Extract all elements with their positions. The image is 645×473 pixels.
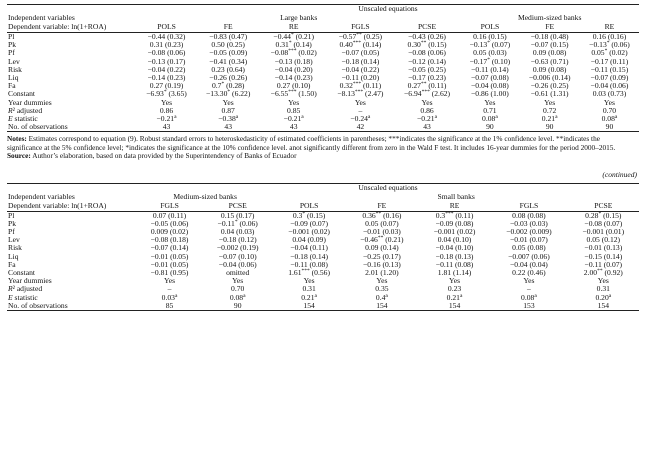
source-text: Author’s elaboration, based on data provided by the Superintendency of Banks of Ecuador <box>30 151 297 161</box>
notes-paragraph <box>7 135 635 152</box>
table-cell: 0.08$^a$ <box>601 114 618 124</box>
table-cell: −0.43 (0.26) <box>408 32 446 41</box>
table1-stub-head-1: Independent variables <box>8 13 75 23</box>
table1-col-header: POLS <box>460 23 519 33</box>
table-cell: −0.01 (0.07) <box>510 235 548 245</box>
table-cell: −0.18 (0.13) <box>435 251 474 261</box>
row-label: Pk <box>8 40 17 50</box>
table-cell: −0.57** (0.25) <box>338 32 383 41</box>
table-cell: −0.08*** (0.02) <box>270 48 317 58</box>
table-cell: −0.83 (0.47) <box>209 32 248 41</box>
table-cell: 0.32*** (0.11) <box>339 81 382 91</box>
table-cell: −0.05 (0.25) <box>408 64 446 74</box>
table-cell: −0.007 (0.06) <box>508 251 550 261</box>
table1-col-header: FE <box>196 23 260 33</box>
table-cell: 2.01 (1.20) <box>365 268 399 278</box>
table-cell: 0.36** (0.16) <box>362 210 402 220</box>
table2-stub-head-2: Dependent variable: ln(1+ROA) <box>7 202 137 212</box>
table-cell: 1.81 (1.14) <box>437 268 472 278</box>
table-cell: −0.38$^a$ <box>218 114 239 124</box>
table-cell: −0.13* (0.06) <box>589 40 630 50</box>
row-label: E statistic <box>8 114 38 124</box>
table2-col-header: POLS <box>273 202 345 212</box>
table-cell: 0.50 (0.25) <box>211 40 245 50</box>
table-cell: −0.07 (0.05) <box>341 48 380 58</box>
table2-stub-head-1: Independent variables <box>8 192 75 202</box>
table-cell: Yes <box>484 97 496 107</box>
row-label: Pf <box>8 227 15 237</box>
table-cell: −0.13* (0.07) <box>469 40 511 50</box>
table-cell: −0.09 (0.07) <box>290 218 329 228</box>
table2-group-header-row <box>7 183 639 193</box>
table-cell: 90 <box>580 123 639 132</box>
table2-subgroup-small: Small banks <box>437 192 475 202</box>
table-cell: −0.006 (0.14) <box>528 73 571 83</box>
row-label: Lev <box>8 56 20 66</box>
table-cell: −0.04 (0.22) <box>147 64 186 74</box>
table2-group-title: Unscaled equations <box>137 183 639 193</box>
table1-subgroup-medium: Medium-sized banks <box>517 13 582 23</box>
table1-col-header: RE <box>260 23 327 33</box>
table-cell: 0.31 <box>596 284 610 294</box>
table1-col-header: RE <box>580 23 639 33</box>
table-cell: 0.4$^a$ <box>375 292 388 302</box>
table1-col-header: FGLS <box>327 23 394 33</box>
table-cell: −0.07 (0.09) <box>590 73 629 83</box>
table-cell: −0.12 (0.14) <box>408 56 446 66</box>
table-cell: 43 <box>394 123 461 132</box>
table-cell: −0.61 (1.31) <box>530 89 569 99</box>
table1-col-header: FE <box>519 23 580 33</box>
table1-body <box>7 33 639 132</box>
table-cell: Yes <box>303 276 315 286</box>
table-cell: 0.09 (0.08) <box>532 64 567 74</box>
table-cell: −0.18 (0.48) <box>530 32 569 41</box>
table-cell: −8.13*** (2.47) <box>337 89 384 99</box>
table1-subgroup-large: Large banks <box>280 13 318 23</box>
table-cell: Yes <box>160 97 173 107</box>
table-cell: 0.30** (0.15) <box>407 40 447 50</box>
table-cell: 154 <box>273 302 345 311</box>
table2-col-header: PCSE <box>568 202 639 212</box>
table-cell: −6.55*** (1.50) <box>270 89 317 99</box>
row-label: Risk <box>8 64 22 74</box>
table2-col-header: FGLS <box>490 202 567 212</box>
table-cell: −0.18 (0.12) <box>218 235 257 245</box>
table-cell: −0.04 (0.22) <box>341 64 380 74</box>
table-cell: −0.14 (0.23) <box>274 73 313 83</box>
table-cell: 154 <box>419 302 490 311</box>
table-row <box>7 115 639 123</box>
table-cell: 153 <box>490 302 567 311</box>
table-cell: −0.16 (0.13) <box>362 259 401 269</box>
table-cell: 0.04 (0.03) <box>220 227 255 237</box>
table-cell: Yes <box>164 276 176 286</box>
table-cell: – <box>527 284 531 294</box>
table-cell: −0.24$^a$ <box>350 114 371 124</box>
table2-col-header: PCSE <box>202 202 273 212</box>
row-label: R² adjusted <box>8 105 43 115</box>
row-label: Constant <box>8 268 36 278</box>
table-cell: −0.04 (0.10) <box>435 243 474 253</box>
table-cell: 43 <box>137 123 196 132</box>
table-row <box>7 294 639 302</box>
table-cell: 0.3*** (0.11) <box>435 210 474 220</box>
row-label: No. of observations <box>7 302 137 311</box>
table-cell: 0.35 <box>375 284 389 294</box>
table-notes <box>7 135 635 160</box>
table-cell: 0.08 (0.08) <box>512 210 546 220</box>
table1-col-header: PCSE <box>394 23 461 33</box>
row-label: No. of observations <box>7 123 137 132</box>
row-label: Year dummies <box>8 276 52 286</box>
table-cell: 0.72 <box>543 105 557 115</box>
table-cell: −0.46** (0.21) <box>360 235 404 245</box>
table-cell: −6.94*** (2.62) <box>404 89 451 99</box>
table-cell: −0.11 (0.08) <box>435 259 474 269</box>
table-cell: −0.18 (0.14) <box>290 251 329 261</box>
table-row <box>7 285 639 293</box>
table-cell: 0.71 <box>483 105 497 115</box>
table-cell: −0.09 (0.08) <box>435 218 474 228</box>
table-cell: −0.04 (0.04) <box>510 259 548 269</box>
table-cell: −0.01 (0.05) <box>150 259 189 269</box>
table-cell: −0.21$^a$ <box>283 114 304 124</box>
table-cell: Yes <box>523 276 535 286</box>
table1-col-header: POLS <box>137 23 196 33</box>
table-cell: −0.86 (1.00) <box>470 89 509 99</box>
table-cell: Yes <box>354 97 366 107</box>
table-cell: omitted <box>226 268 250 278</box>
regression-table-2 <box>7 183 639 311</box>
table-cell: −0.44* (0.21) <box>273 32 314 41</box>
table-cell: 0.70 <box>231 284 245 294</box>
continued-marker: (continued) <box>602 169 637 179</box>
table-cell: −0.21$^a$ <box>156 114 177 124</box>
table-row <box>7 277 639 285</box>
regression-table-1 <box>7 4 639 132</box>
table-cell: 0.27 (0.19) <box>149 81 184 91</box>
table-cell: −0.01 (0.05) <box>150 251 189 261</box>
table-cell: −0.08 (0.07) <box>584 218 623 228</box>
table-cell: 2.00** (0.92) <box>583 268 623 278</box>
table-cell: −0.001 (0.02) <box>433 227 476 237</box>
table-cell: −0.41 (0.34) <box>209 56 248 66</box>
table-cell: −0.14 (0.23) <box>147 73 186 83</box>
table-cell: −0.26 (0.25) <box>530 81 569 91</box>
table-cell: −0.07 (0.10) <box>218 251 257 261</box>
table-cell: −0.07 (0.14) <box>150 243 189 253</box>
table-cell: 0.08$^a$ <box>482 114 498 124</box>
table-cell: Yes <box>222 97 234 107</box>
row-label: Year dummies <box>8 97 52 107</box>
table-cell: −0.26 (0.26) <box>209 73 248 83</box>
table-cell: 0.21$^a$ <box>446 292 463 302</box>
table2-subgroup-medium: Medium-sized banks <box>173 192 237 202</box>
table-cell: 0.09 (0.08) <box>532 48 567 58</box>
table-cell: 0.009 (0.02) <box>150 227 189 237</box>
row-label: Fa <box>8 81 16 91</box>
table-cell: 0.16 (0.16) <box>592 32 627 41</box>
table-cell: 1.61*** (0.56) <box>288 268 330 278</box>
table-cell: 0.28* (0.15) <box>585 210 622 220</box>
table-cell: 0.04 (0.09) <box>292 235 326 245</box>
notes-text: Estimates correspond to equation (9). Robust standard errors to heteroskedasticity of estimated coefficients in parentheses; ***indicates the significance at the 1% confidence level. **indicates the significance at the 5% confidence level; *indicates the significance at the 10% confidence level. anot significantly different from zero in the Wald F test. It includes 16-year dummies for the period 2000–2015. <box>7 134 616 152</box>
table-cell: −0.001 (0.01) <box>582 227 625 237</box>
source-label: Source: <box>7 151 31 161</box>
table-cell: −0.07 (0.08) <box>470 73 509 83</box>
table-cell: −0.01 (0.13) <box>584 243 623 253</box>
table-cell: 0.05 (0.07) <box>365 218 399 228</box>
table1-group-title: Unscaled equations <box>137 5 639 15</box>
table-cell: 0.22 (0.46) <box>512 268 546 278</box>
table-cell: −0.11 (0.14) <box>471 64 509 74</box>
table-cell: −0.04 (0.08) <box>470 81 509 91</box>
table-cell: 0.05 (0.03) <box>473 48 507 58</box>
row-label: Pl <box>8 210 15 220</box>
table-cell: −0.002 (0.19) <box>216 243 259 253</box>
table-cell: −0.11 (0.08) <box>290 259 328 269</box>
row-label: E statistic <box>8 292 38 302</box>
table2-body <box>7 211 639 310</box>
row-label: R² adjusted <box>8 284 43 294</box>
row-label: Risk <box>8 243 22 253</box>
table-cell: 0.03$^a$ <box>161 292 178 302</box>
table-cell: Yes <box>376 276 388 286</box>
table-cell: 85 <box>137 302 202 311</box>
table-cell: 0.86 <box>420 105 434 115</box>
table-cell: −0.17 (0.11) <box>590 56 629 66</box>
table-cell: −0.63 (0.71) <box>530 56 569 66</box>
table-cell: −0.44 (0.32) <box>147 32 186 41</box>
table-cell: −0.13 (0.17) <box>147 56 186 66</box>
row-label: Liq <box>8 251 19 261</box>
table2-col-header: FGLS <box>137 202 202 212</box>
table-cell: 90 <box>519 123 580 132</box>
table-cell: 0.31 (0.23) <box>149 40 184 50</box>
table-cell: −0.17 (0.23) <box>408 73 446 83</box>
table-cell: −0.81 (0.95) <box>150 268 189 278</box>
table-cell: 0.20$^a$ <box>595 292 612 302</box>
table-cell: 42 <box>327 123 394 132</box>
table2-column-header-row <box>7 202 639 212</box>
table-cell: 43 <box>196 123 260 132</box>
row-label: Fa <box>8 259 16 269</box>
table-cell: −13.30* (6.22) <box>206 89 251 99</box>
table-cell: −0.18 (0.14) <box>341 56 380 66</box>
table-cell: 0.23 <box>447 284 462 294</box>
table-cell: −0.21$^a$ <box>417 114 438 124</box>
table-cell: – <box>167 284 172 294</box>
table-cell: −0.04 (0.11) <box>290 243 328 253</box>
table-cell: −0.04 (0.06) <box>590 81 629 91</box>
row-label: Liq <box>8 73 19 83</box>
table-cell: 0.08$^a$ <box>521 292 537 302</box>
table-cell: Yes <box>232 276 244 286</box>
table-cell: 0.3* (0.15) <box>292 210 326 220</box>
notes-label: Notes: <box>7 134 27 144</box>
table2-col-header: FE <box>345 202 419 212</box>
table-cell: 0.31* (0.14) <box>275 40 312 50</box>
table-cell: 0.23 (0.64) <box>211 64 245 74</box>
table-cell: Yes <box>449 276 461 286</box>
table-cell: 0.07 (0.11) <box>152 210 187 220</box>
table-cell: Yes <box>288 97 300 107</box>
table-cell: Yes <box>544 97 556 107</box>
table-cell: 0.04 (0.10) <box>437 235 472 245</box>
table-cell: 0.21$^a$ <box>301 292 317 302</box>
table-row <box>7 302 639 311</box>
table-cell: 0.85 <box>287 105 301 115</box>
table-cell: 0.16 (0.15) <box>473 32 507 41</box>
table-cell: −0.001 (0.02) <box>288 227 330 237</box>
table-cell: 0.03 (0.73) <box>592 89 627 99</box>
table-cell: 0.7* (0.28) <box>211 81 245 91</box>
table-cell: −0.03 (0.03) <box>510 218 548 228</box>
table2-col-header: RE <box>419 202 490 212</box>
table-cell: −0.07 (0.15) <box>530 40 569 50</box>
source-paragraph <box>7 152 635 160</box>
table-cell: −6.93* (3.65) <box>146 89 187 99</box>
table-cell: 154 <box>568 302 639 311</box>
table-row <box>7 123 639 132</box>
table-cell: −0.01 (0.03) <box>362 227 401 237</box>
table-cell: 0.27** (0.11) <box>407 81 447 91</box>
table-cell: −0.04 (0.06) <box>218 259 257 269</box>
table-cell: Yes <box>421 97 433 107</box>
table-cell: −0.15 (0.14) <box>584 251 623 261</box>
table-cell: −0.17* (0.10) <box>469 56 511 66</box>
table-cell: −0.13 (0.18) <box>274 56 313 66</box>
table-cell: 90 <box>202 302 273 311</box>
table-cell: 43 <box>260 123 327 132</box>
table-cell: −0.11 (0.15) <box>590 64 629 74</box>
table-cell: 0.86 <box>159 105 174 115</box>
row-label: Pf <box>8 48 15 58</box>
table-cell: 154 <box>345 302 419 311</box>
table-cell: 0.87 <box>221 105 235 115</box>
row-label: Lev <box>8 235 20 245</box>
table-cell: 0.05* (0.02) <box>591 48 628 58</box>
table-cell: 0.05 (0.08) <box>512 243 546 253</box>
row-label: Pk <box>8 218 17 228</box>
page <box>7 4 639 311</box>
table-cell: −0.04 (0.20) <box>274 64 313 74</box>
table-cell: −0.002 (0.009) <box>506 227 552 237</box>
table-cell: −0.05 (0.09) <box>209 48 248 58</box>
table-cell: −0.08 (0.06) <box>147 48 186 58</box>
table-cell: −0.08 (0.18) <box>150 235 189 245</box>
table-cell: Yes <box>597 276 609 286</box>
row-label: Constant <box>8 89 36 99</box>
table-cell: 0.70 <box>602 105 617 115</box>
table-cell: 0.05 (0.12) <box>586 235 621 245</box>
table-cell: 0.31 <box>302 284 316 294</box>
table-cell: 0.40*** (0.14) <box>339 40 382 50</box>
table-cell: −0.05 (0.06) <box>150 218 189 228</box>
table-cell: 0.27 (0.10) <box>276 81 311 91</box>
table-cell: 0.08$^a$ <box>229 292 246 302</box>
table-row <box>7 269 639 277</box>
table-cell: −0.11 (0.20) <box>341 73 380 83</box>
table-cell: – <box>358 105 363 115</box>
table-cell: −0.25 (0.17) <box>362 251 401 261</box>
table-cell: 0.21$^a$ <box>541 114 558 124</box>
table1-stub-head-2: Dependent variable: ln(1+ROA) <box>7 23 137 33</box>
table-cell: 0.15 (0.17) <box>220 210 255 220</box>
table-cell: 90 <box>460 123 519 132</box>
table-cell: Yes <box>603 97 615 107</box>
table-cell: 0.09 (0.14) <box>365 243 399 253</box>
row-label: Pl <box>8 32 15 41</box>
table-cell: −0.11 (0.07) <box>584 259 623 269</box>
table-cell: −0.11* (0.06) <box>217 218 258 228</box>
table-cell: −0.08 (0.06) <box>408 48 446 58</box>
